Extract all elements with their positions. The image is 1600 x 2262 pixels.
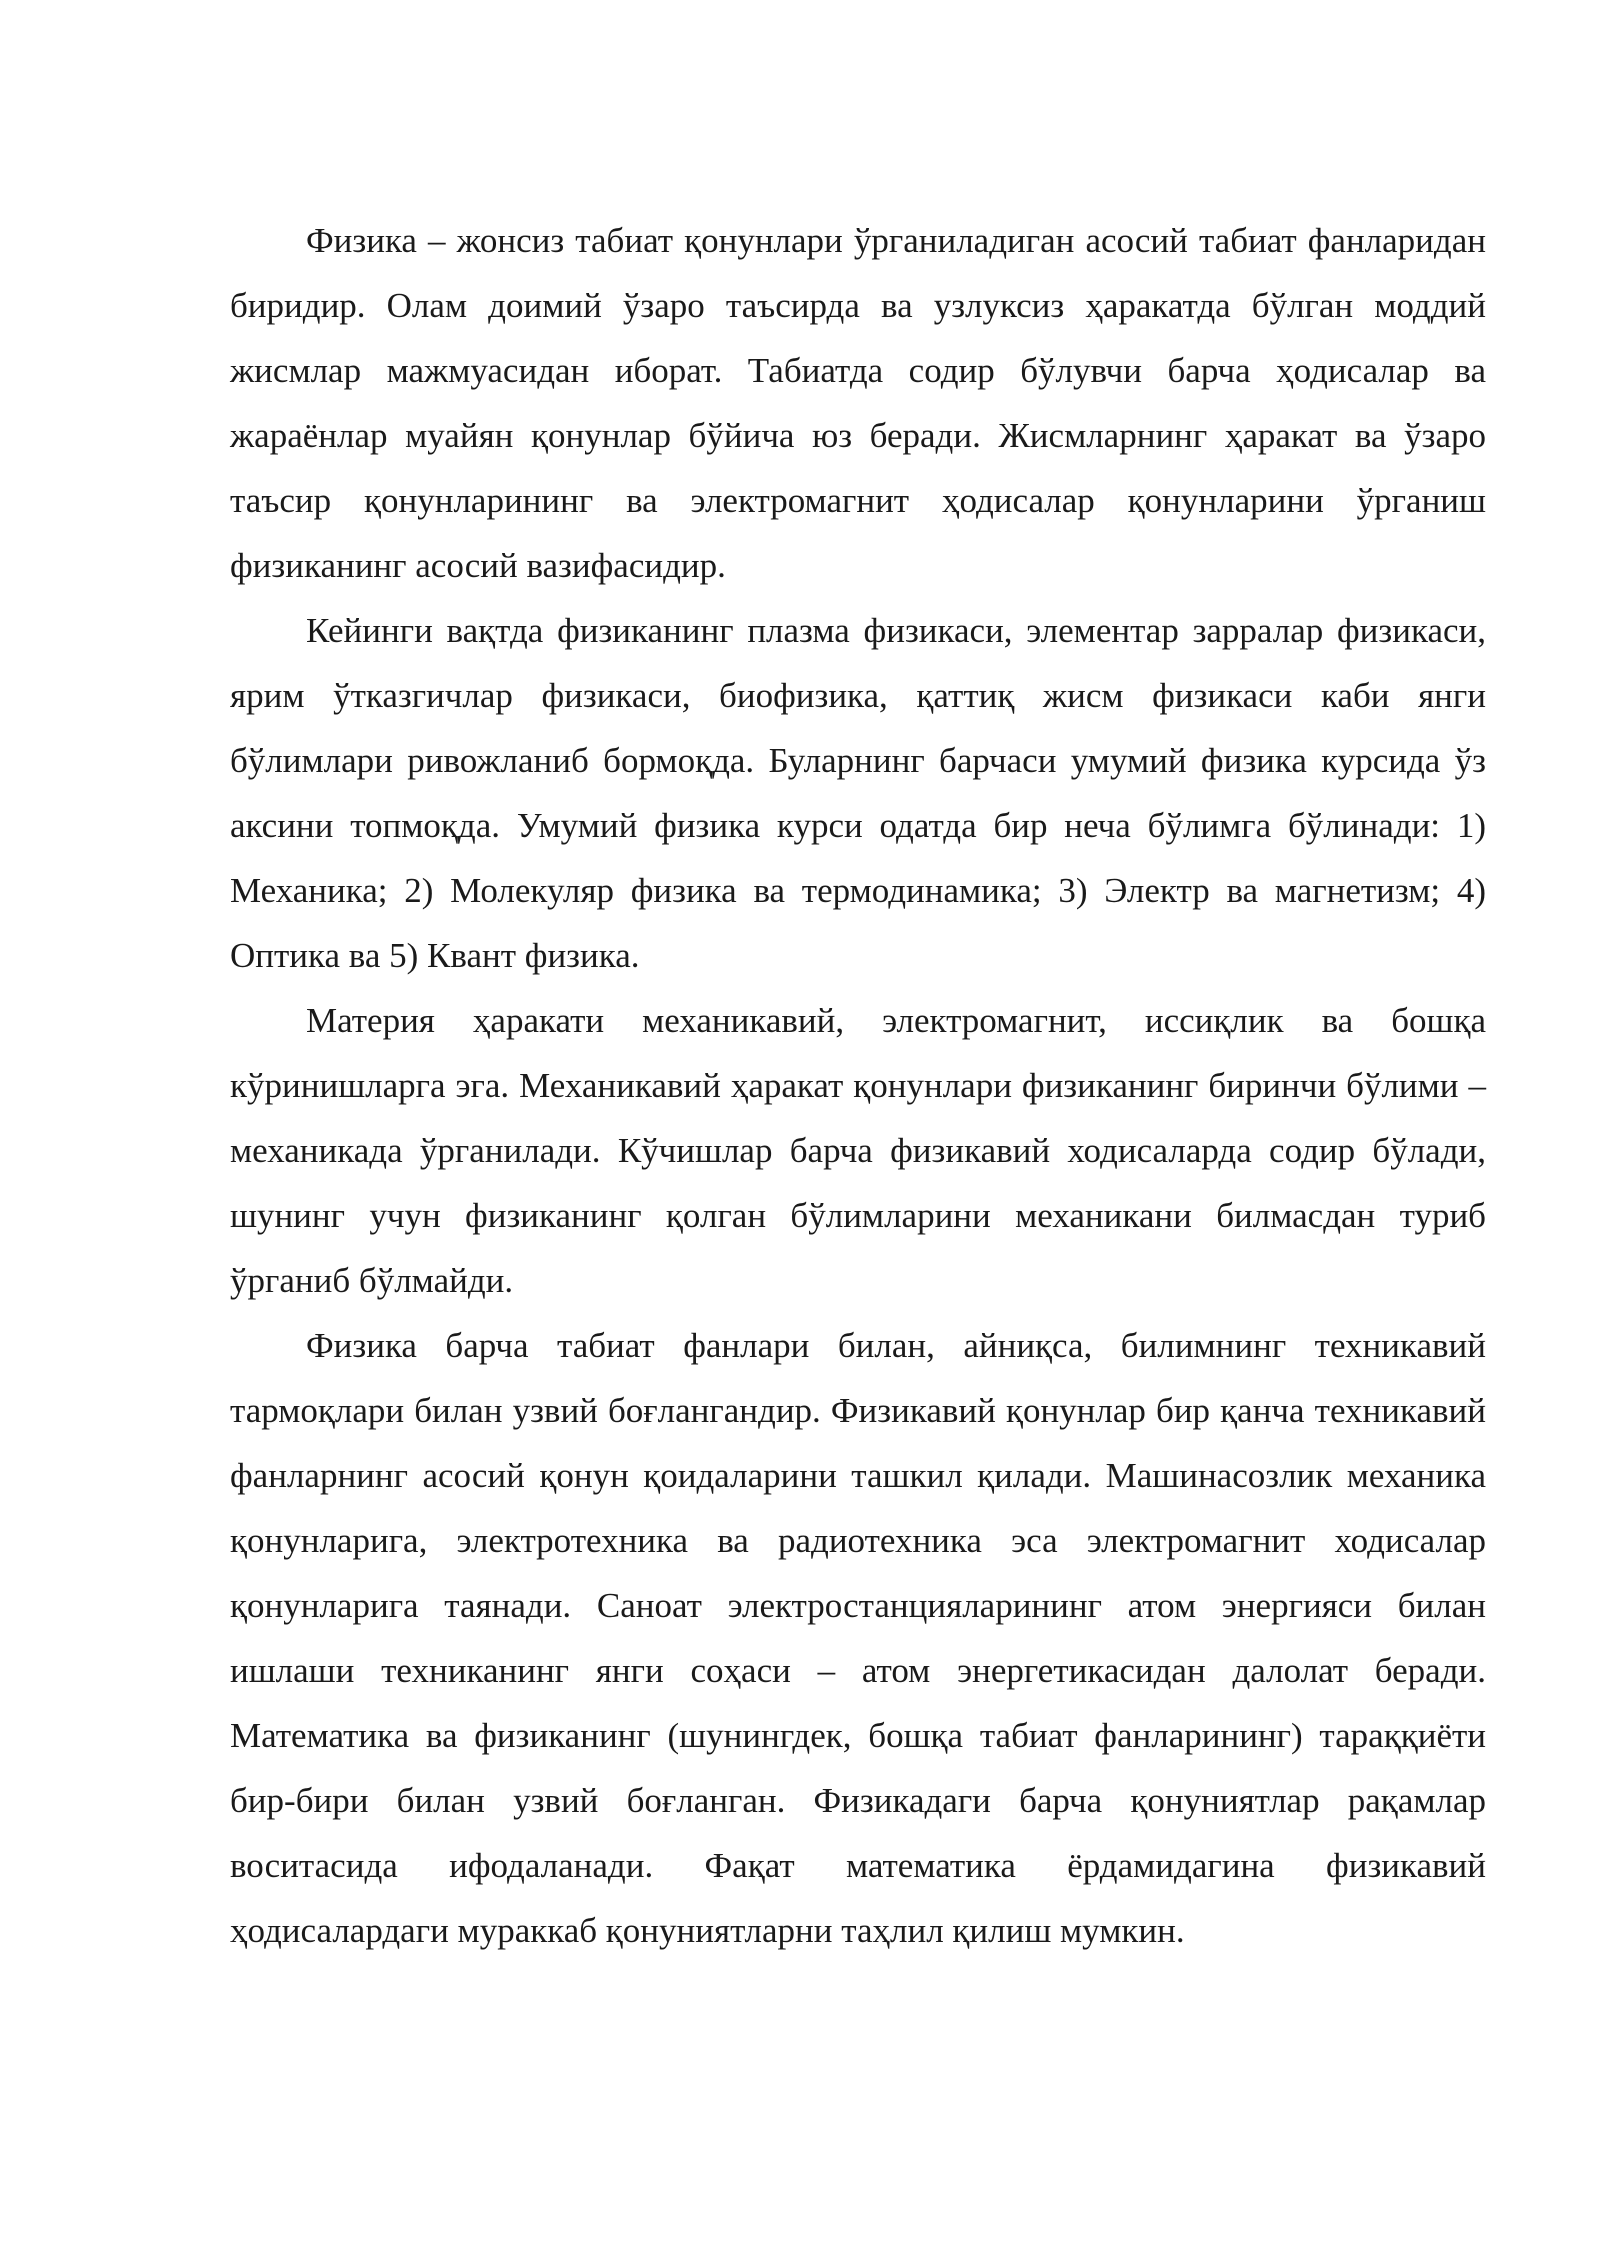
document-body <box>230 208 1486 1963</box>
paragraph-1: Физика – жонсиз табиат қонунлари ўрганиладиган асосий табиат фанларидан биридир. Олам доимий ўзаро таъсирда ва узлуксиз ҳаракатда бўлган моддий жисмлар мажмуасидан иборат. Табиатда содир бўлувчи барча ҳодисалар ва жараёнлар муайян қонунлар бўйича юз беради. Жисмларнинг ҳаракат ва ўзаро таъсир қонунларининг ва электромагнит ҳодисалар қонунларини ўрганиш физиканинг асосий вазифасидир. <box>230 221 1486 585</box>
paragraph-4: Физика барча табиат фанлари билан, айниқса, билимнинг техникавий тармоқлари билан узвий боғлангандир. Физикавий қонунлар бир қанча техникавий фанларнинг асосий қонун қоидаларини ташкил қилади. Машинасозлик механика қонунларига, электротехника ва радиотехника эса электромагнит ходисалар қонунларига таянади. Саноат электростанцияларининг атом энергияси билан ишлаши техниканинг янги соҳаси – атом энергетикасидан далолат беради. Математика ва физиканинг (шунингдек, бошқа табиат фанларининг) тараққиёти бир-бири билан узвий боғланган. Физикадаги барча қонуниятлар рақамлар воситасида ифодаланади. Фақат математика ёрдамидагина физикавий ҳодисалардаги мураккаб қонуниятларни таҳлил қилиш мумкин. <box>230 1326 1486 1950</box>
paragraph-2: Кейинги вақтда физиканинг плазма физикаси, элементар зарралар физикаси, ярим ўтказгичлар физикаси, биофизика, қаттиқ жисм физикаси каби янги бўлимлари ривожланиб бормоқда. Буларнинг барчаси умумий физика курсида ўз аксини топмоқда. Умумий физика курси одатда бир неча бўлимга бўлинади: 1) Механика; 2) Молекуляр физика ва термодинамика; 3) Электр ва магнетизм; 4) Оптика ва 5) Квант физика. <box>230 611 1486 975</box>
paragraph-3: Материя ҳаракати механикавий, электромагнит, иссиқлик ва бошқа кўринишларга эга. Механикавий ҳаракат қонунлари физиканинг биринчи бўлими – механикада ўрганилади. Кўчишлар барча физикавий ходисаларда содир бўлади, шунинг учун физиканинг қолган бўлимларини механикани билмасдан туриб ўрганиб бўлмайди. <box>230 1001 1486 1300</box>
